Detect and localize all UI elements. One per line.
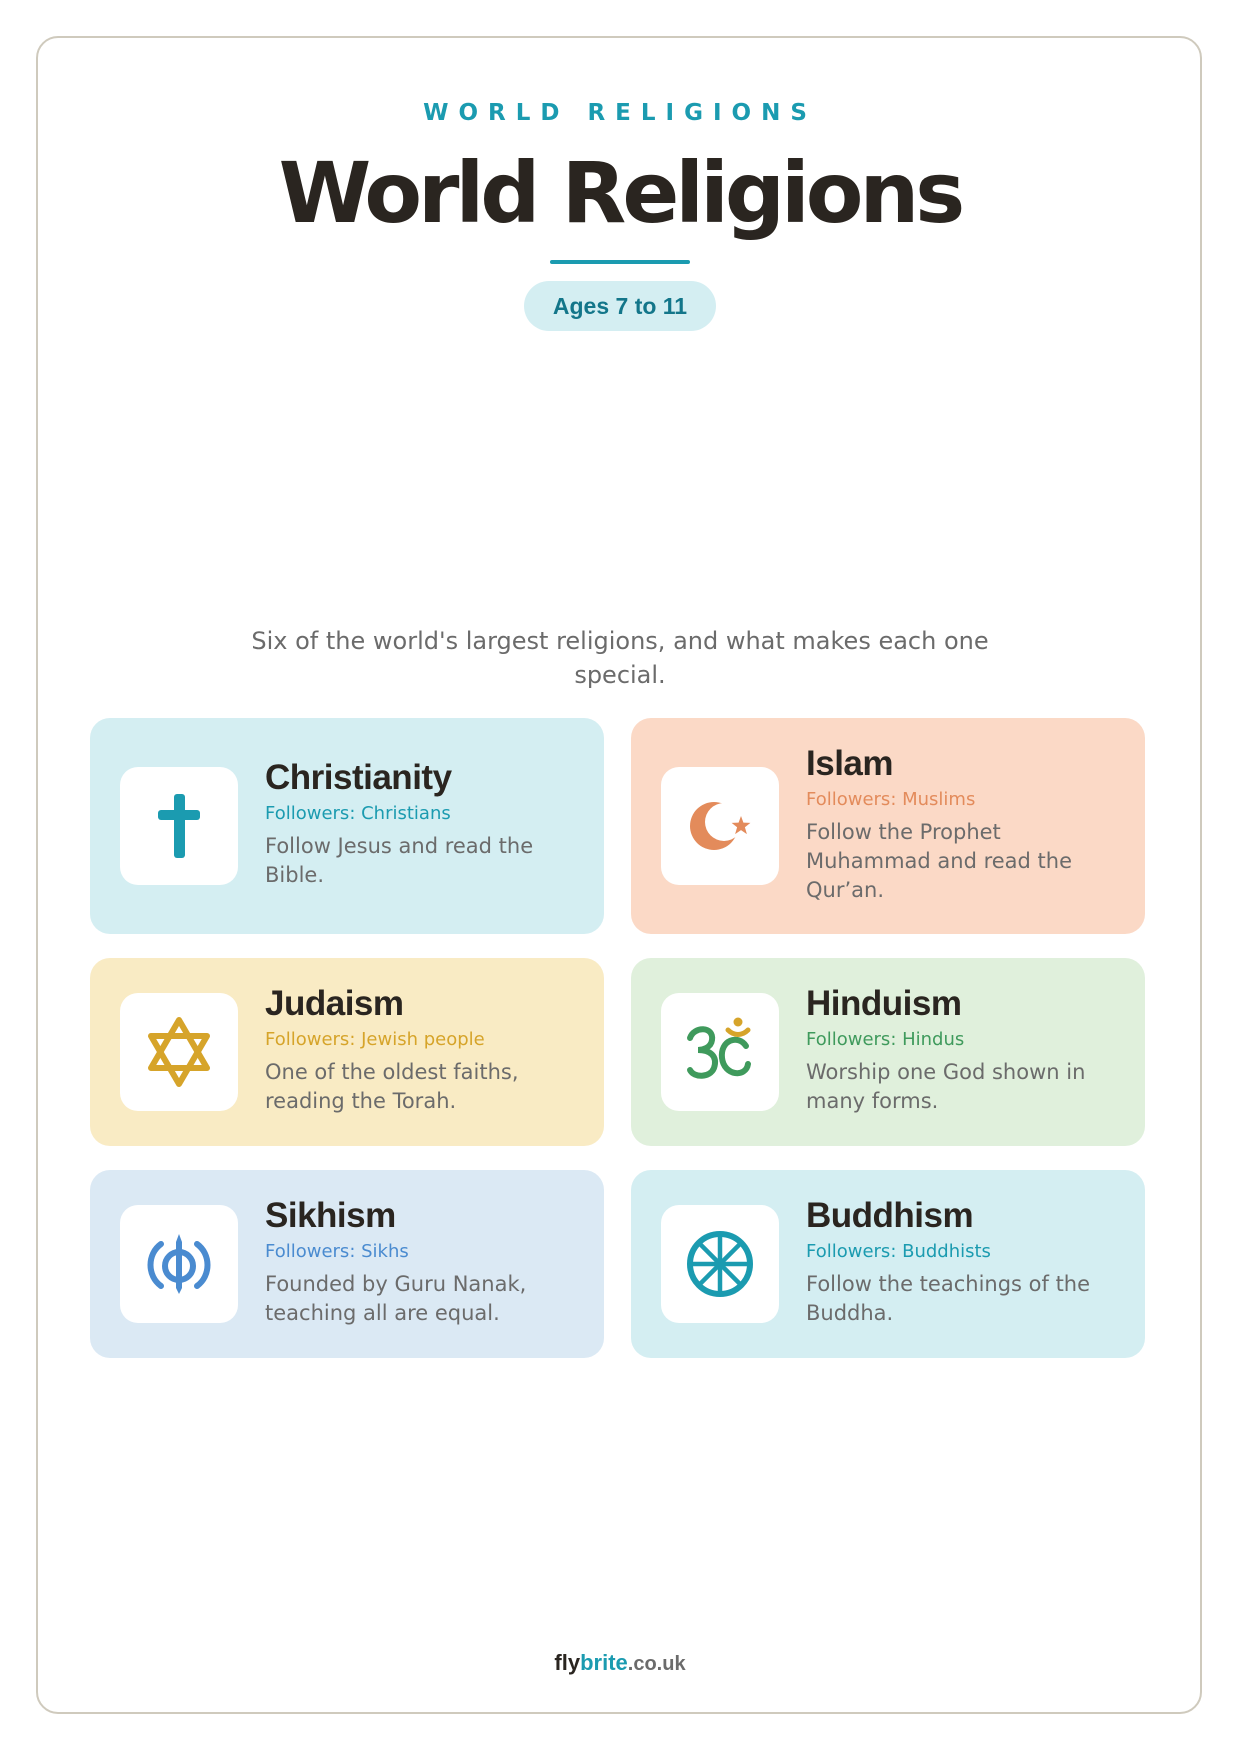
religion-followers: Followers: Jewish people (265, 1029, 485, 1050)
page-title: World Religions (278, 144, 962, 242)
religion-followers: Followers: Sikhs (265, 1241, 409, 1262)
religion-description: Worship one God shown in many forms. (806, 1060, 1086, 1113)
religion-name: Buddhism (806, 1196, 974, 1235)
religion-description: Founded by Guru Nanak, teaching all are equal. (265, 1272, 527, 1325)
icon-box (661, 993, 779, 1111)
crescent-star-icon (680, 786, 760, 866)
om-icon (680, 1012, 760, 1092)
religion-description: Follow Jesus and read the Bible. (265, 834, 534, 887)
star-of-david-icon (139, 1012, 219, 1092)
religion-card-christianity (90, 718, 604, 934)
dharma-wheel-icon (680, 1224, 760, 1304)
religion-description: Follow the Prophet Muhammad and read the Qur’an. (806, 820, 1073, 902)
brand-tld: .co.uk (627, 1653, 686, 1675)
religion-followers: Followers: Christians (265, 803, 451, 824)
title-underline (550, 260, 690, 264)
brand-fly: fly (554, 1650, 581, 1675)
religion-description: One of the oldest faiths, reading the Torah. (265, 1060, 519, 1113)
religion-card-sikhism (90, 1170, 604, 1358)
religion-name: Islam (806, 744, 893, 783)
khanda-icon (139, 1224, 219, 1304)
icon-box (661, 1205, 779, 1323)
religion-card-judaism (90, 958, 604, 1146)
religion-card-islam (631, 718, 1145, 934)
religion-card-hinduism (631, 958, 1145, 1146)
brand-brite: brite (580, 1650, 628, 1675)
eyebrow-label: WORLD RELIGIONS (423, 100, 817, 126)
icon-box (661, 767, 779, 885)
icon-box (120, 1205, 238, 1323)
religion-name: Christianity (265, 758, 452, 797)
religion-followers: Followers: Buddhists (806, 1241, 991, 1262)
religion-followers: Followers: Muslims (806, 789, 976, 810)
footer-brand (0, 1650, 1240, 1676)
religion-name: Hinduism (806, 984, 962, 1023)
religion-followers: Followers: Hindus (806, 1029, 965, 1050)
icon-box (120, 767, 238, 885)
religion-description: Follow the teachings of the Buddha. (806, 1272, 1091, 1325)
religion-name: Sikhism (265, 1196, 396, 1235)
intro-text: Six of the world's largest religions, and what makes each one special. (251, 627, 989, 689)
age-badge: Ages 7 to 11 (524, 281, 716, 331)
icon-box (120, 993, 238, 1111)
religion-card-buddhism (631, 1170, 1145, 1358)
cross-icon (139, 786, 219, 866)
religion-name: Judaism (265, 984, 404, 1023)
